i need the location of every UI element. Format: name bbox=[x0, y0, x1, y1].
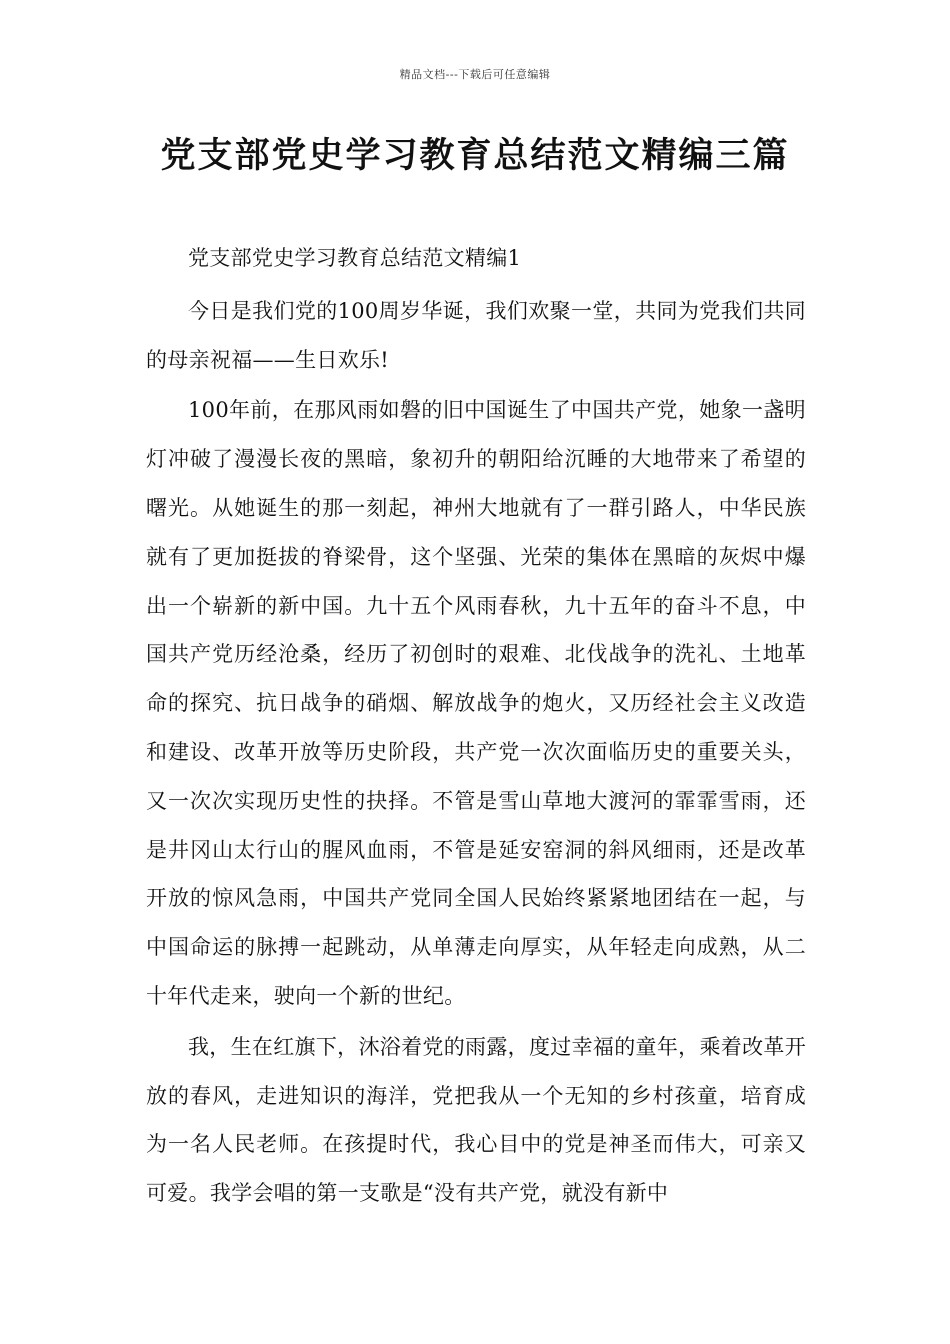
paragraph: 我，生在红旗下，沐浴着党的雨露，度过幸福的童年，乘着改革开放的春风，走进知识的海洋，党把我从一个无知的乡村孩童，培育成为一名人民老师。在孩提时代，我心目中的党是神圣而伟大，可亲又可爱。我学会唱的第一支歌是“没有共产党，就没有新中 bbox=[146, 1034, 806, 1206]
header-note: 精品文档---下载后可任意编辑 bbox=[399, 68, 551, 81]
section-heading: 党支部党史学习教育总结范文精编1 bbox=[188, 246, 522, 270]
paragraph: 100年前，在那风雨如磐的旧中国诞生了中国共产党，她象一盏明灯冲破了漫漫长夜的黑暗，象初升的朝阳给沉睡的大地带来了希望的曙光。从她诞生的那一刻起，神州大地就有了一群引路人，中华民族就有了更加挺拔的脊梁骨，这个坚强、光荣的集体在黑暗的灰烬中爆出一个崭新的新中国。九十五个风雨春秋，九十五年的奋斗不息，中国共产党历经沧桑，经历了初创时的艰难、北伐战争的洗礼、土地革命的探究、抗日战争的硝烟、解放战争的炮火，又历经社会主义改造和建设、改革开放等历史阶段，共产党一次次面临历史的重要关头，又一次次实现历史性的抉择。不管是雪山草地大渡河的霏霏雪雨，还是井冈山太行山的腥风血雨，不管是延安窑洞的斜风细雨，还是改革开放的惊风急雨，中国共产党同全国人民始终紧紧地团结在一起，与中国命运的脉搏一起跳动，从单薄走向厚实，从年轻走向成熟，从二十年代走来，驶向一个新的世纪。 bbox=[146, 398, 806, 1008]
paragraph: 今日是我们党的100周岁华诞，我们欢聚一堂，共同为党我们共同的母亲祝福——生日欢乐! bbox=[146, 298, 806, 372]
document-body bbox=[146, 234, 806, 1220]
document-title: 党支部党史学习教育总结范文精编三篇 bbox=[160, 135, 790, 176]
